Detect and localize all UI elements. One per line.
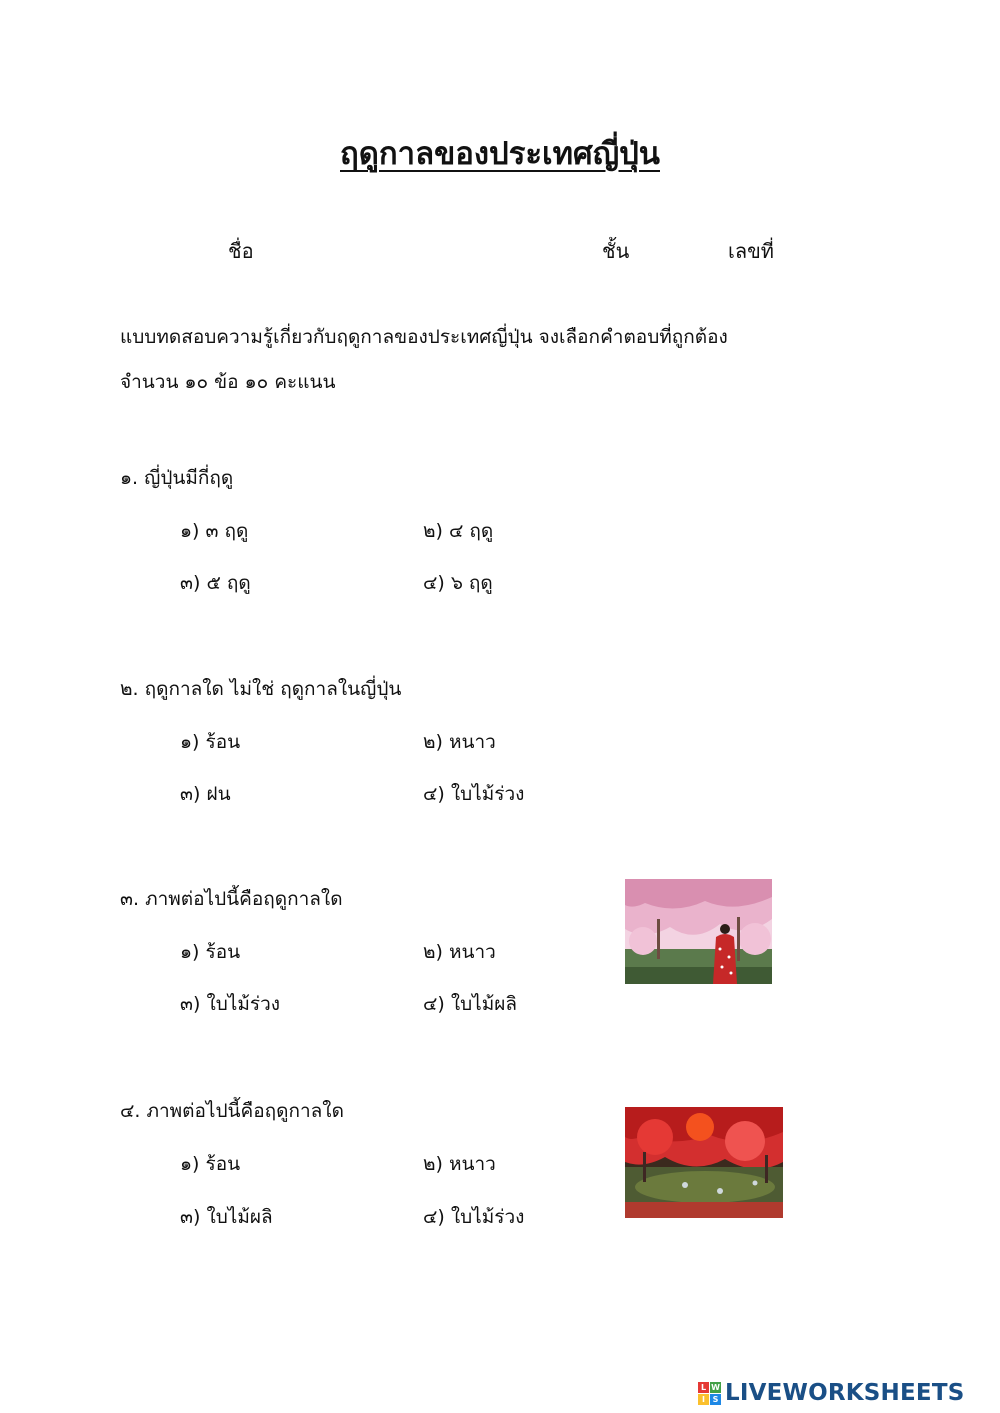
question-3: ๓. ภาพต่อไปนี้คือฤดูกาลใด (120, 888, 343, 910)
q3-option-2[interactable]: ๒) หนาว (423, 941, 496, 963)
instructions-line-2: จำนวน ๑๐ ข้อ ๑๐ คะแนน (120, 371, 336, 393)
q2-option-1[interactable]: ๑) ร้อน (180, 731, 241, 753)
question-1: ๑. ญี่ปุ่นมีกี่ฤดู (120, 467, 234, 489)
liveworksheets-logo (698, 1378, 964, 1408)
q4-option-4[interactable]: ๔) ใบไม้ร่วง (423, 1206, 525, 1228)
q1-option-4[interactable]: ๔) ๖ ฤดู (423, 572, 493, 594)
q2-option-2[interactable]: ๒) หนาว (423, 731, 496, 753)
cherry-blossom-photo (625, 879, 772, 984)
number-label: เลขที่ (728, 239, 774, 263)
autumn-maple-photo (625, 1107, 783, 1218)
q2-option-4[interactable]: ๔) ใบไม้ร่วง (423, 783, 525, 805)
q1-option-3[interactable]: ๓) ๕ ฤดู (180, 572, 251, 594)
class-label: ชั้น (602, 239, 630, 263)
worksheet-title: ฤดูกาลของประเทศญี่ปุ่น (340, 136, 660, 172)
q1-option-2[interactable]: ๒) ๔ ฤดู (423, 520, 494, 542)
q4-option-3[interactable]: ๓) ใบไม้ผลิ (180, 1206, 273, 1228)
question-2: ๒. ฤดูกาลใด ไม่ใช่ ฤดูกาลในญี่ปุ่น (120, 678, 402, 700)
q4-option-2[interactable]: ๒) หนาว (423, 1153, 496, 1175)
question-4: ๔. ภาพต่อไปนี้คือฤดูกาลใด (120, 1100, 344, 1122)
q3-option-3[interactable]: ๓) ใบไม้ร่วง (180, 993, 281, 1015)
q2-option-3[interactable]: ๓) ฝน (180, 783, 231, 805)
q3-option-1[interactable]: ๑) ร้อน (180, 941, 241, 963)
q4-option-1[interactable]: ๑) ร้อน (180, 1153, 241, 1175)
q1-option-1[interactable]: ๑) ๓ ฤดู (180, 520, 249, 542)
q3-option-4[interactable]: ๔) ใบไม้ผลิ (423, 993, 518, 1015)
name-label: ชื่อ (228, 239, 254, 263)
brand-name: LIVEWORKSHEETS (725, 1380, 965, 1406)
instructions-line-1: แบบทดสอบความรู้เกี่ยวกับฤดูกาลของประเทศญี่ปุ่น จงเลือกคำตอบที่ถูกต้อง (120, 326, 728, 348)
liveworksheets-logo-icon: L W I S (698, 1382, 721, 1405)
